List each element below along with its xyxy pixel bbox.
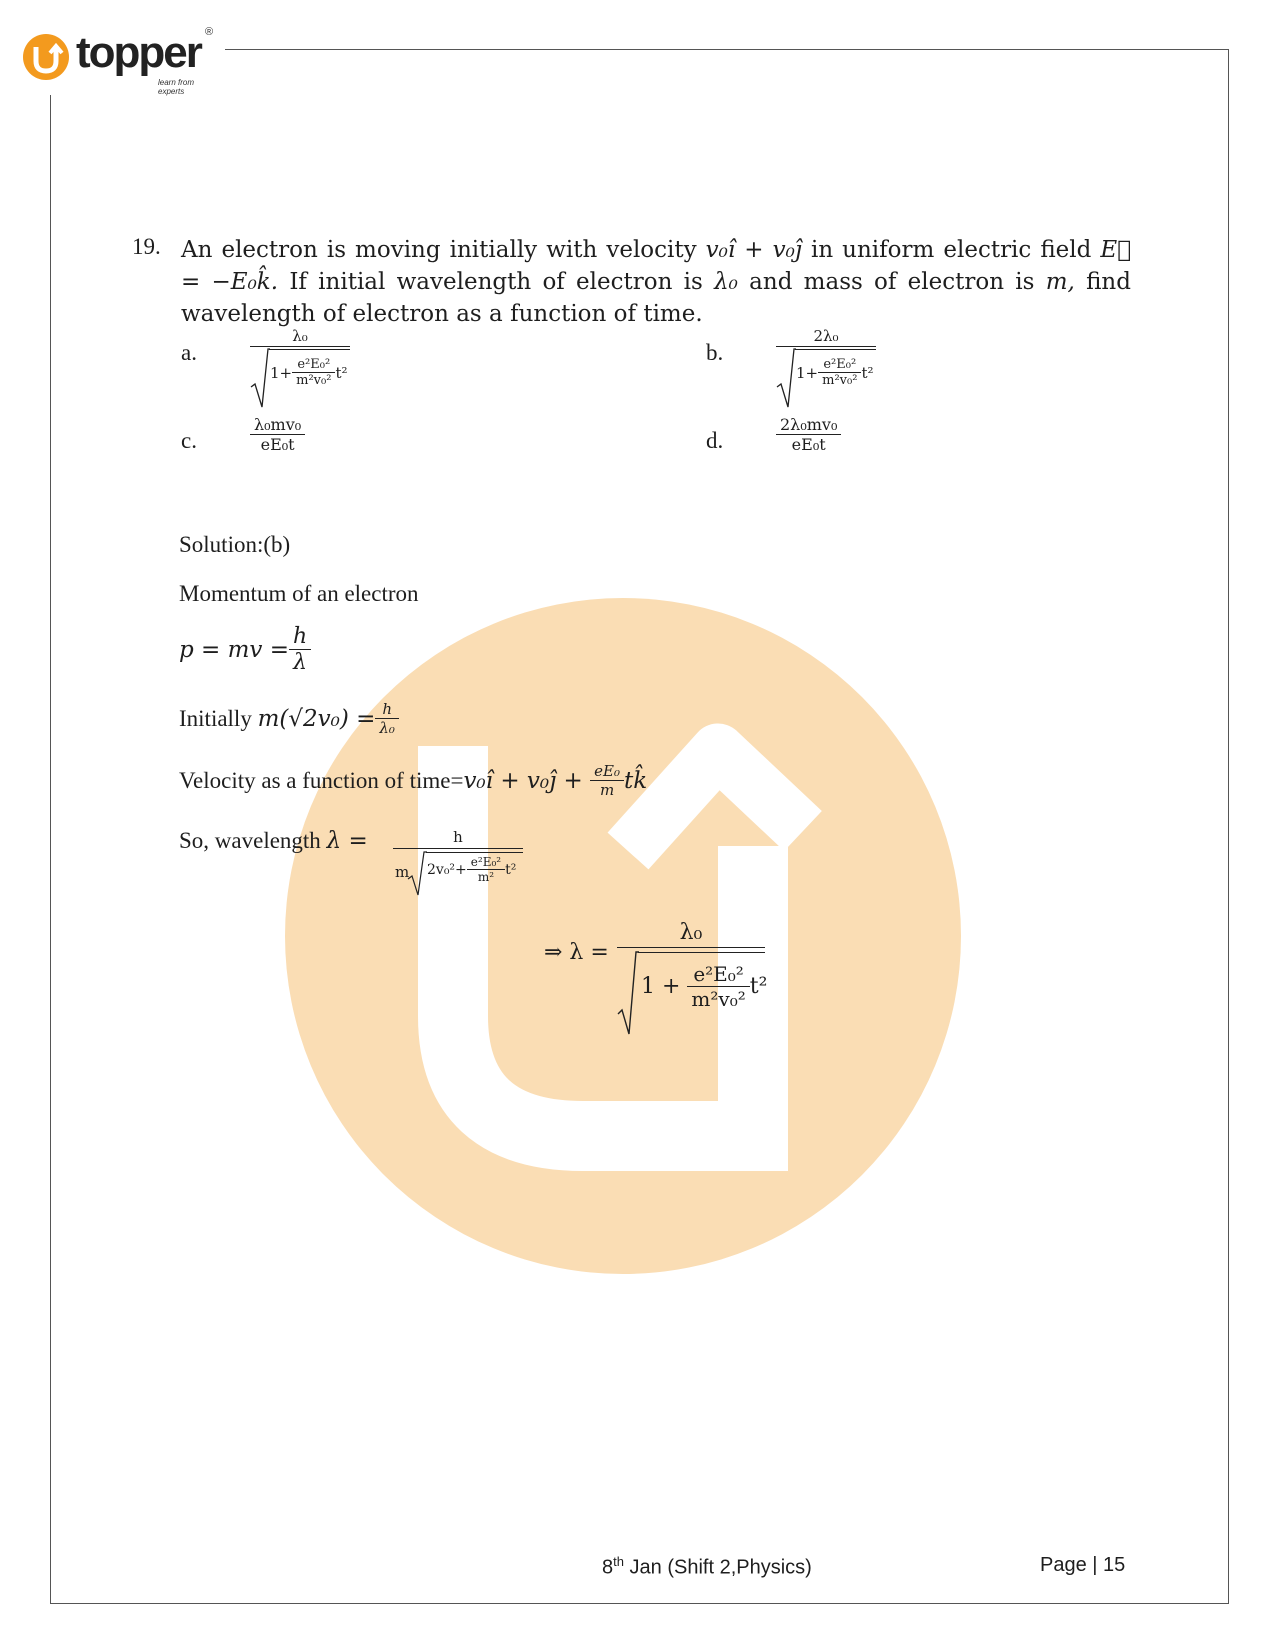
final-rad-den: m²v₀² (687, 986, 749, 1011)
footer-date-day: 8 (602, 1556, 614, 1579)
option-a-inner-num: e²E₀² (297, 357, 331, 372)
final-rad-lead: 1 + (641, 974, 688, 999)
question-text-3: If initial wavelength of electron is (278, 269, 715, 295)
option-c-expression (250, 415, 305, 454)
option-a-tail: t² (335, 363, 348, 382)
option-d-numerator: 2λ₀mv₀ (780, 415, 838, 434)
option-a-radicand-lead: 1+ (270, 363, 293, 382)
wavelength-fraction (393, 828, 523, 897)
option-a-expression (250, 327, 350, 409)
velocity-equation (179, 762, 647, 799)
final-num: λ₀ (617, 920, 765, 948)
footer-date-rest: Jan (Shift 2,Physics) (623, 1556, 812, 1579)
wavelength-num: h (393, 828, 523, 849)
sqrt-icon (617, 948, 639, 1036)
option-a-letter: a. (181, 340, 197, 365)
sqrt-icon (407, 849, 427, 897)
registered-mark: ® (205, 26, 214, 38)
velocity-den: m (590, 780, 624, 799)
question-field: E⃗ = −E₀k̂. (181, 237, 1131, 295)
logo-tagline: learn from experts (158, 78, 195, 96)
question-mass: m, (1045, 269, 1075, 295)
momentum-den: λ (289, 649, 311, 675)
question-text-5: find wavelength of electron as a function of time. (181, 269, 1131, 327)
question-text-1: An electron is moving initially with velocity (181, 237, 706, 263)
option-b-inner-den: m²v₀² (818, 372, 861, 388)
option-c-numerator: λ₀mv₀ (254, 415, 302, 434)
question-number: 19. (132, 234, 161, 259)
footer-page-number: Page | 15 (1040, 1554, 1126, 1576)
wavelength-label: So, wavelength (179, 828, 327, 853)
option-c-denominator: eE₀t (250, 434, 305, 454)
momentum-equation (179, 624, 311, 675)
initially-expr: m(√2v₀) = (257, 705, 376, 732)
velocity-tail: tk̂ (623, 767, 648, 794)
initially-den: λ₀ (375, 718, 399, 737)
logo-wordmark: topper (76, 28, 201, 77)
option-b-inner-num: e²E₀² (823, 357, 857, 372)
option-d-letter: d. (706, 428, 724, 453)
wavelength-rad-num: e²E₀² (470, 855, 502, 869)
wavelength-den-m: m (395, 863, 410, 881)
option-c-letter: c. (181, 428, 197, 453)
sqrt-icon (250, 347, 270, 409)
question-text (181, 234, 1131, 330)
solution-heading: Solution:(b) (179, 532, 291, 557)
final-lhs: ⇒ λ = (544, 940, 609, 965)
option-a-numerator: λ₀ (250, 327, 350, 347)
initially-num: h (382, 700, 393, 718)
option-b-numerator: 2λ₀ (776, 327, 876, 347)
option-b-tail: t² (861, 363, 874, 382)
momentum-label: Momentum of an electron (179, 581, 419, 606)
option-b-expression (776, 327, 876, 409)
wavelength-rad-tail: t² (505, 861, 517, 878)
wavelength-lhs: λ = (326, 828, 368, 854)
initially-label: Initially (179, 705, 258, 731)
momentum-num: h (293, 624, 308, 649)
option-b-radicand-lead: 1+ (796, 363, 819, 382)
question-lambda: λ₀ (714, 269, 738, 295)
wavelength-label-line (179, 828, 368, 854)
velocity-expr: v₀î + v₀ĵ + (463, 767, 591, 794)
option-d-expression (776, 415, 841, 454)
final-fraction (617, 920, 768, 1036)
momentum-lhs: p = mv = (179, 636, 290, 663)
velocity-num: eE₀ (594, 762, 620, 780)
footer-date-sup: th (613, 1554, 624, 1569)
sqrt-icon (776, 347, 796, 409)
option-a-inner-den: m²v₀² (292, 372, 335, 388)
question-text-2: in uniform electric field (801, 237, 1101, 263)
final-rad-tail: t² (749, 974, 768, 999)
option-d-denominator: eE₀t (776, 434, 841, 454)
wavelength-rad-den: m² (467, 869, 505, 884)
initially-equation (179, 700, 399, 737)
wavelength-rad-lead: 2v₀²+ (427, 861, 467, 878)
footer-exam-label (602, 1554, 812, 1580)
velocity-label: Velocity as a function of time= (179, 767, 464, 793)
question-text-4: and mass of electron is (737, 269, 1046, 295)
final-rad-num: e²E₀² (693, 962, 744, 986)
question-velocity: v₀î + v₀ĵ (705, 237, 802, 263)
option-b-letter: b. (706, 340, 724, 365)
